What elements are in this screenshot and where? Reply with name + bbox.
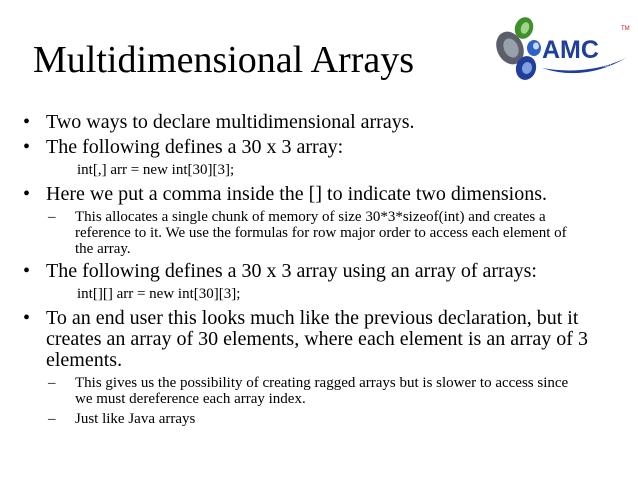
sub-bullet-item bbox=[0, 209, 638, 257]
bullet-item bbox=[0, 184, 638, 205]
slide-title: Multidimensional Arrays bbox=[33, 39, 415, 81]
sub-bullet-marker: – bbox=[48, 209, 56, 225]
bullet-item bbox=[0, 308, 638, 371]
bullet-marker: • bbox=[23, 136, 31, 158]
sub-bullet-marker: – bbox=[48, 375, 56, 391]
bullet-text: To an end user this looks much like the previous declaration, but it creates an array of 30 elements, where each element is an array of 3 elements. bbox=[46, 307, 588, 371]
bullet-marker: • bbox=[23, 183, 31, 205]
sub-bullet-item bbox=[0, 375, 638, 407]
bullet-text: Here we put a comma inside the [] to indicate two dimensions. bbox=[46, 183, 547, 205]
code-line: int[][] arr = new int[30][3]; bbox=[77, 286, 241, 302]
sub-bullet-text: Just like Java arrays bbox=[75, 411, 196, 427]
bullet-item bbox=[0, 261, 638, 282]
bullet-text: Two ways to declare multidimensional arrays. bbox=[46, 111, 415, 133]
sub-bullet-marker: – bbox=[48, 411, 56, 427]
bullet-marker: • bbox=[23, 307, 31, 329]
bullet-marker: • bbox=[23, 260, 31, 282]
logo-text: AMC bbox=[542, 36, 599, 64]
bullet-text: The following defines a 30 x 3 array using an array of arrays: bbox=[46, 260, 537, 282]
slide-content bbox=[0, 112, 638, 431]
bullet-item bbox=[0, 112, 638, 133]
logo-tagline: Tomorrow's service...Delivered!! bbox=[542, 63, 612, 69]
logo-swirl-icon bbox=[491, 15, 541, 83]
logo-trademark: TM bbox=[621, 26, 630, 32]
bullet-marker: • bbox=[23, 111, 31, 133]
amc-logo bbox=[484, 8, 632, 88]
bullet-text: The following defines a 30 x 3 array: bbox=[46, 136, 344, 158]
bullet-item bbox=[0, 137, 638, 158]
code-line: int[,] arr = new int[30][3]; bbox=[77, 162, 235, 178]
sub-bullet-item bbox=[0, 411, 638, 427]
sub-bullet-text: This allocates a single chunk of memory of size 30*3*sizeof(int) and creates a reference to it. We use the formulas for row major order to access each element of the array. bbox=[75, 209, 567, 257]
sub-bullet-text: This gives us the possibility of creating ragged arrays but is slower to access since we must dereference each array index. bbox=[75, 375, 569, 407]
